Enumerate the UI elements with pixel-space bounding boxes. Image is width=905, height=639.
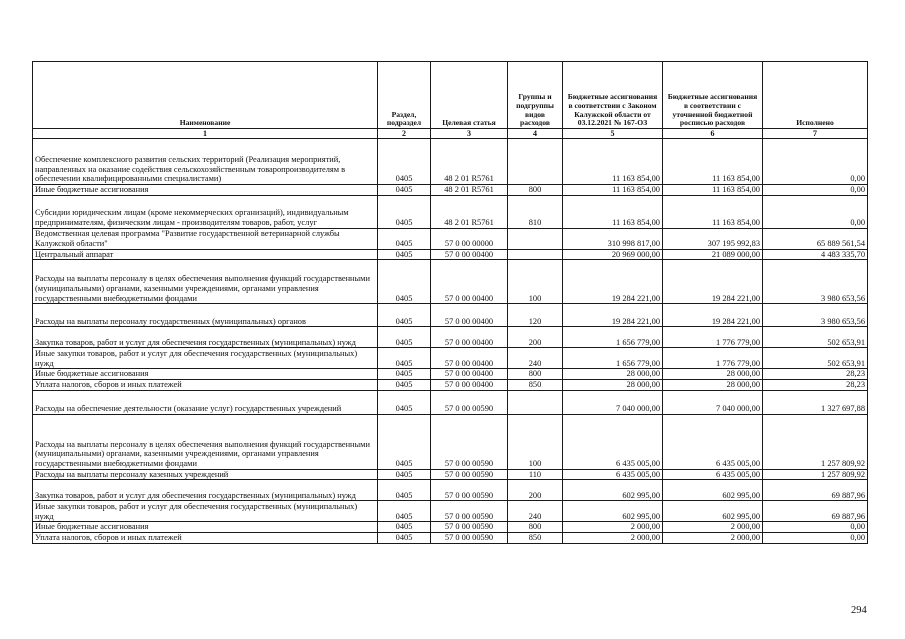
row-executed: 0,00: [763, 532, 868, 543]
row-executed: 3 980 653,56: [763, 304, 868, 327]
header-law-allocation: Бюджетные ассигнования в соответствии с Законом Калужской области от 03.12.2021 № 167-ОЗ: [563, 62, 663, 129]
table-row: [33, 249, 868, 260]
row-section: 0405: [378, 501, 431, 522]
row-executed: 0,00: [763, 522, 868, 533]
table-row: [33, 480, 868, 501]
row-name: Иные бюджетные ассигнования: [33, 185, 378, 196]
row-name: Закупка товаров, работ и услуг для обеспечения государственных (муниципальных) нужд: [33, 327, 378, 348]
table-row: [33, 327, 868, 348]
row-expense-group: 240: [508, 348, 563, 369]
row-refined-allocation: 602 995,00: [663, 480, 763, 501]
row-section: 0405: [378, 195, 431, 228]
row-target-article: 57 0 00 00400: [431, 249, 508, 260]
row-name: Иные закупки товаров, работ и услуг для обеспечения государственных (муниципальных) нужд: [33, 348, 378, 369]
row-executed: 502 653,91: [763, 327, 868, 348]
row-section: 0405: [378, 414, 431, 469]
row-name: Субсидии юридическим лицам (кроме некоммерческих организаций), индивидуальным предпринимателям, физическим лицам - производителям товаров, работ, услуг: [33, 195, 378, 228]
row-refined-allocation: 11 163 854,00: [663, 195, 763, 228]
table-row: [33, 304, 868, 327]
column-number-row: [33, 129, 868, 139]
row-executed: 1 257 809,92: [763, 469, 868, 480]
row-refined-allocation: 19 284 221,00: [663, 260, 763, 304]
table-row: [33, 260, 868, 304]
row-section: 0405: [378, 532, 431, 543]
row-target-article: 57 0 00 00590: [431, 522, 508, 533]
row-law-allocation: 1 656 779,00: [563, 348, 663, 369]
row-section: 0405: [378, 249, 431, 260]
row-executed: 28,23: [763, 379, 868, 390]
row-law-allocation: 19 284 221,00: [563, 260, 663, 304]
table-row: [33, 348, 868, 369]
row-target-article: 48 2 01 R5761: [431, 185, 508, 196]
row-target-article: 48 2 01 R5761: [431, 195, 508, 228]
row-expense-group: 200: [508, 480, 563, 501]
column-number: 2: [378, 129, 431, 139]
row-target-article: 57 0 00 00000: [431, 228, 508, 249]
header-executed: Исполнено: [763, 62, 868, 129]
row-section: 0405: [378, 390, 431, 414]
row-law-allocation: 11 163 854,00: [563, 195, 663, 228]
budget-table: [32, 61, 868, 544]
row-target-article: 48 2 01 R5761: [431, 139, 508, 185]
table-row: [33, 185, 868, 196]
row-name: Уплата налогов, сборов и иных платежей: [33, 532, 378, 543]
row-executed: 1 327 697,88: [763, 390, 868, 414]
row-target-article: 57 0 00 00400: [431, 369, 508, 380]
row-law-allocation: 6 435 005,00: [563, 414, 663, 469]
row-name: Закупка товаров, работ и услуг для обеспечения государственных (муниципальных) нужд: [33, 480, 378, 501]
row-law-allocation: 28 000,00: [563, 379, 663, 390]
row-executed: 28,23: [763, 369, 868, 380]
row-refined-allocation: 19 284 221,00: [663, 304, 763, 327]
table-row: [33, 414, 868, 469]
column-number: 3: [431, 129, 508, 139]
row-section: 0405: [378, 522, 431, 533]
row-section: 0405: [378, 260, 431, 304]
row-law-allocation: 1 656 779,00: [563, 327, 663, 348]
column-number: 1: [33, 129, 378, 139]
table-row: [33, 379, 868, 390]
row-law-allocation: 2 000,00: [563, 532, 663, 543]
table-row: [33, 228, 868, 249]
table-row: [33, 469, 868, 480]
row-target-article: 57 0 00 00400: [431, 379, 508, 390]
row-refined-allocation: 11 163 854,00: [663, 139, 763, 185]
row-expense-group: 100: [508, 260, 563, 304]
row-section: 0405: [378, 379, 431, 390]
row-refined-allocation: 11 163 854,00: [663, 185, 763, 196]
column-number: 5: [563, 129, 663, 139]
table-row: [33, 522, 868, 533]
row-name: Иные закупки товаров, работ и услуг для обеспечения государственных (муниципальных) нужд: [33, 501, 378, 522]
row-refined-allocation: 6 435 005,00: [663, 414, 763, 469]
row-section: 0405: [378, 480, 431, 501]
row-name: Расходы на выплаты персоналу государственных (муниципальных) органов: [33, 304, 378, 327]
row-refined-allocation: 28 000,00: [663, 379, 763, 390]
row-name: Ведомственная целевая программа "Развитие государственной ветеринарной службы Калужской области": [33, 228, 378, 249]
row-section: 0405: [378, 348, 431, 369]
row-name: Расходы на выплаты персоналу в целях обеспечения выполнения функций государственными (муниципальными) органами, казенными учреждениями, органами управления государственными внебюджетными фондами: [33, 260, 378, 304]
row-target-article: 57 0 00 00590: [431, 501, 508, 522]
row-executed: 3 980 653,56: [763, 260, 868, 304]
table-row: [33, 532, 868, 543]
row-expense-group: 100: [508, 414, 563, 469]
row-expense-group: 120: [508, 304, 563, 327]
row-target-article: 57 0 00 00400: [431, 304, 508, 327]
row-refined-allocation: 2 000,00: [663, 532, 763, 543]
table-row: [33, 195, 868, 228]
row-name: Иные бюджетные ассигнования: [33, 522, 378, 533]
row-refined-allocation: 6 435 005,00: [663, 469, 763, 480]
row-section: 0405: [378, 469, 431, 480]
row-refined-allocation: 307 195 992,83: [663, 228, 763, 249]
row-expense-group: 810: [508, 195, 563, 228]
header-target-article: Целевая статья: [431, 62, 508, 129]
column-number: 4: [508, 129, 563, 139]
row-refined-allocation: 21 089 000,00: [663, 249, 763, 260]
row-law-allocation: 19 284 221,00: [563, 304, 663, 327]
row-refined-allocation: 1 776 779,00: [663, 327, 763, 348]
table-body: [33, 139, 868, 544]
row-refined-allocation: 2 000,00: [663, 522, 763, 533]
row-executed: 69 887,96: [763, 501, 868, 522]
row-expense-group: 800: [508, 522, 563, 533]
row-target-article: 57 0 00 00590: [431, 480, 508, 501]
row-target-article: 57 0 00 00590: [431, 469, 508, 480]
table-row: [33, 390, 868, 414]
row-refined-allocation: 7 040 000,00: [663, 390, 763, 414]
row-law-allocation: 28 000,00: [563, 369, 663, 380]
row-expense-group: [508, 228, 563, 249]
row-target-article: 57 0 00 00400: [431, 348, 508, 369]
header-section: Раздел, подраздел: [378, 62, 431, 129]
row-name: Обеспечение комплексного развития сельских территорий (Реализация мероприятий, направленных на оказание содействия сельскохозяйственным товаропроизводителям в обеспечении квалифицированными специалистами): [33, 139, 378, 185]
row-section: 0405: [378, 327, 431, 348]
row-target-article: 57 0 00 00400: [431, 260, 508, 304]
row-section: 0405: [378, 228, 431, 249]
row-law-allocation: 602 995,00: [563, 501, 663, 522]
table-row: [33, 139, 868, 185]
row-expense-group: 240: [508, 501, 563, 522]
row-expense-group: 800: [508, 185, 563, 196]
row-section: 0405: [378, 139, 431, 185]
row-name: Расходы на выплаты персоналу в целях обеспечения выполнения функций государственными (муниципальными) органами, казенными учреждениями, органами управления государственными внебюджетными фондами: [33, 414, 378, 469]
row-law-allocation: 11 163 854,00: [563, 139, 663, 185]
row-target-article: 57 0 00 00590: [431, 414, 508, 469]
row-target-article: 57 0 00 00400: [431, 327, 508, 348]
row-law-allocation: 6 435 005,00: [563, 469, 663, 480]
table-row: [33, 501, 868, 522]
row-expense-group: [508, 390, 563, 414]
column-number: 6: [663, 129, 763, 139]
header-name: Наименование: [33, 62, 378, 129]
row-name: Расходы на обеспечение деятельности (оказание услуг) государственных учреждений: [33, 390, 378, 414]
row-executed: 4 483 335,70: [763, 249, 868, 260]
row-executed: 69 887,96: [763, 480, 868, 501]
row-law-allocation: 20 969 000,00: [563, 249, 663, 260]
row-expense-group: 850: [508, 532, 563, 543]
row-executed: 1 257 809,92: [763, 414, 868, 469]
table-header-row: [33, 62, 868, 129]
row-name: Центральный аппарат: [33, 249, 378, 260]
row-name: Иные бюджетные ассигнования: [33, 369, 378, 380]
row-refined-allocation: 602 995,00: [663, 501, 763, 522]
row-section: 0405: [378, 369, 431, 380]
row-executed: 65 889 561,54: [763, 228, 868, 249]
row-law-allocation: 2 000,00: [563, 522, 663, 533]
row-executed: 502 653,91: [763, 348, 868, 369]
row-expense-group: 110: [508, 469, 563, 480]
table-row: [33, 369, 868, 380]
row-expense-group: [508, 139, 563, 185]
row-executed: 0,00: [763, 139, 868, 185]
row-law-allocation: 11 163 854,00: [563, 185, 663, 196]
row-name: Уплата налогов, сборов и иных платежей: [33, 379, 378, 390]
column-number: 7: [763, 129, 868, 139]
row-executed: 0,00: [763, 195, 868, 228]
row-section: 0405: [378, 185, 431, 196]
row-expense-group: 800: [508, 369, 563, 380]
row-law-allocation: 7 040 000,00: [563, 390, 663, 414]
row-section: 0405: [378, 304, 431, 327]
row-target-article: 57 0 00 00590: [431, 532, 508, 543]
row-expense-group: 850: [508, 379, 563, 390]
row-executed: 0,00: [763, 185, 868, 196]
row-law-allocation: 602 995,00: [563, 480, 663, 501]
row-expense-group: [508, 249, 563, 260]
row-refined-allocation: 28 000,00: [663, 369, 763, 380]
header-expense-group: Группы и подгруппы видов расходов: [508, 62, 563, 129]
page-number: 294: [851, 605, 867, 616]
row-name: Расходы на выплаты персоналу казенных учреждений: [33, 469, 378, 480]
row-target-article: 57 0 00 00590: [431, 390, 508, 414]
header-refined-allocation: Бюджетные ассигнования в соответствии с уточненной бюджетной росписью расходов: [663, 62, 763, 129]
row-law-allocation: 310 998 817,00: [563, 228, 663, 249]
row-expense-group: 200: [508, 327, 563, 348]
row-refined-allocation: 1 776 779,00: [663, 348, 763, 369]
